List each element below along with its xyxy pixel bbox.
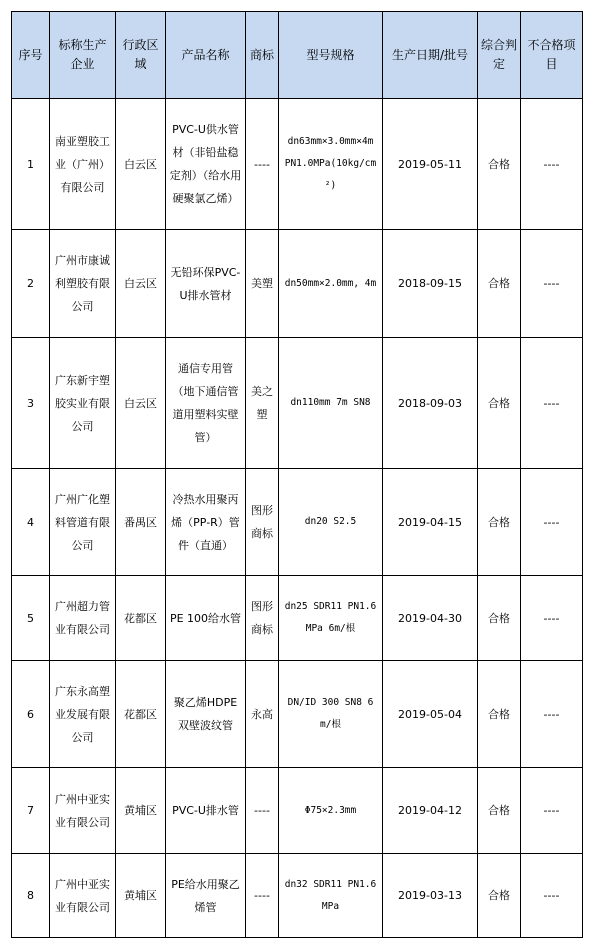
cell-date: 2019-05-11 — [383, 99, 478, 230]
cell-date: 2018-09-03 — [383, 338, 478, 469]
table-row — [12, 99, 583, 230]
cell-fail-items: ---- — [521, 661, 583, 768]
cell-brand: ---- — [246, 99, 279, 230]
cell-fail-items: ---- — [521, 338, 583, 469]
cell-index: 3 — [12, 338, 50, 469]
cell-spec: dn63mm×3.0mm×4m PN1.0MPa(10kg/cm²) — [279, 99, 383, 230]
cell-verdict: 合格 — [478, 99, 521, 230]
header-spec: 型号规格 — [279, 12, 383, 99]
cell-district: 黄埔区 — [116, 854, 166, 938]
cell-fail-items: ---- — [521, 854, 583, 938]
cell-fail-items: ---- — [521, 469, 583, 576]
cell-product: 聚乙烯HDPE双壁波纹管 — [166, 661, 246, 768]
cell-date: 2019-04-30 — [383, 576, 478, 661]
cell-company: 广州超力管业有限公司 — [50, 576, 116, 661]
cell-product: 冷热水用聚丙烯（PP-R）管件（直通） — [166, 469, 246, 576]
header-company: 标称生产企业 — [50, 12, 116, 99]
cell-brand: ---- — [246, 768, 279, 854]
table-row — [12, 768, 583, 854]
table-row — [12, 661, 583, 768]
header-date: 生产日期/批号 — [383, 12, 478, 99]
cell-spec: dn25 SDR11 PN1.6MPa 6m/根 — [279, 576, 383, 661]
cell-product: PVC-U供水管材（非铅盐稳定剂）（给水用硬聚氯乙烯） — [166, 99, 246, 230]
cell-spec: dn110mm 7m SN8 — [279, 338, 383, 469]
cell-company: 广州中亚实业有限公司 — [50, 768, 116, 854]
cell-spec: dn50mm×2.0mm, 4m — [279, 230, 383, 338]
cell-brand: ---- — [246, 854, 279, 938]
cell-district: 花都区 — [116, 576, 166, 661]
cell-date: 2019-03-13 — [383, 854, 478, 938]
cell-product: PE给水用聚乙烯管 — [166, 854, 246, 938]
table-row — [12, 338, 583, 469]
cell-date: 2019-04-12 — [383, 768, 478, 854]
table-row — [12, 230, 583, 338]
cell-index: 6 — [12, 661, 50, 768]
cell-verdict: 合格 — [478, 338, 521, 469]
cell-product: PE 100给水管 — [166, 576, 246, 661]
cell-spec: DN/ID 300 SN8 6m/根 — [279, 661, 383, 768]
cell-fail-items: ---- — [521, 576, 583, 661]
cell-district: 白云区 — [116, 99, 166, 230]
cell-company: 广州市康诚利塑胶有限公司 — [50, 230, 116, 338]
table-row — [12, 854, 583, 938]
cell-product: 无铅环保PVC-U排水管材 — [166, 230, 246, 338]
header-verdict: 综合判定 — [478, 12, 521, 99]
header-brand: 商标 — [246, 12, 279, 99]
cell-district: 番禺区 — [116, 469, 166, 576]
table-row — [12, 469, 583, 576]
cell-index: 8 — [12, 854, 50, 938]
header-district: 行政区域 — [116, 12, 166, 99]
cell-verdict: 合格 — [478, 661, 521, 768]
cell-district: 白云区 — [116, 230, 166, 338]
cell-brand: 美之塑 — [246, 338, 279, 469]
cell-verdict: 合格 — [478, 230, 521, 338]
cell-fail-items: ---- — [521, 230, 583, 338]
cell-product: 通信专用管（地下通信管道用塑料实壁管） — [166, 338, 246, 469]
cell-district: 花都区 — [116, 661, 166, 768]
cell-index: 2 — [12, 230, 50, 338]
cell-company: 广州中亚实业有限公司 — [50, 854, 116, 938]
cell-brand: 图形商标 — [246, 576, 279, 661]
inspection-table — [11, 11, 583, 938]
table-row — [12, 576, 583, 661]
cell-index: 7 — [12, 768, 50, 854]
cell-spec: Φ75×2.3mm — [279, 768, 383, 854]
header-fail-items: 不合格项目 — [521, 12, 583, 99]
cell-district: 白云区 — [116, 338, 166, 469]
cell-verdict: 合格 — [478, 469, 521, 576]
cell-index: 5 — [12, 576, 50, 661]
cell-district: 黄埔区 — [116, 768, 166, 854]
cell-company: 广东永高塑业发展有限公司 — [50, 661, 116, 768]
cell-brand: 永高 — [246, 661, 279, 768]
cell-company: 广州广化塑料管道有限公司 — [50, 469, 116, 576]
cell-date: 2018-09-15 — [383, 230, 478, 338]
cell-verdict: 合格 — [478, 854, 521, 938]
cell-company: 南亚塑胶工业（广州）有限公司 — [50, 99, 116, 230]
cell-verdict: 合格 — [478, 768, 521, 854]
header-index: 序号 — [12, 12, 50, 99]
cell-fail-items: ---- — [521, 99, 583, 230]
cell-index: 1 — [12, 99, 50, 230]
cell-company: 广东新宇塑胶实业有限公司 — [50, 338, 116, 469]
cell-spec: dn32 SDR11 PN1.6MPa — [279, 854, 383, 938]
cell-verdict: 合格 — [478, 576, 521, 661]
cell-brand: 美塑 — [246, 230, 279, 338]
cell-product: PVC-U排水管 — [166, 768, 246, 854]
cell-date: 2019-05-04 — [383, 661, 478, 768]
cell-brand: 图形商标 — [246, 469, 279, 576]
cell-date: 2019-04-15 — [383, 469, 478, 576]
cell-index: 4 — [12, 469, 50, 576]
header-row — [12, 12, 583, 99]
cell-spec: dn20 S2.5 — [279, 469, 383, 576]
header-product: 产品名称 — [166, 12, 246, 99]
cell-fail-items: ---- — [521, 768, 583, 854]
